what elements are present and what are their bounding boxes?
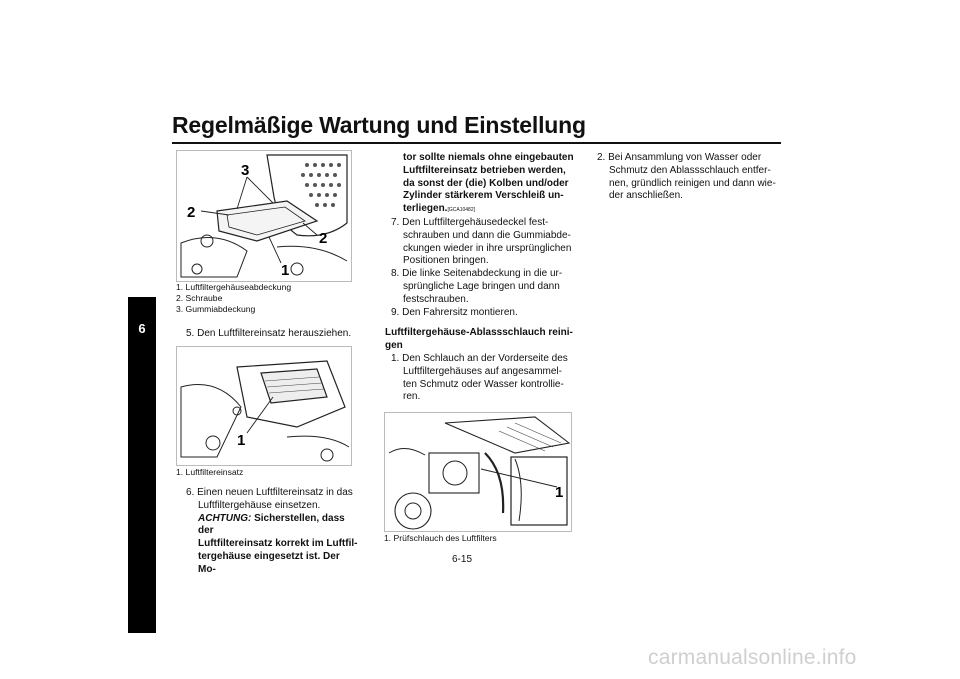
step-6-line: 6. Einen neuen Luftfiltereinsatz in das xyxy=(186,487,353,498)
caption-item: 3. Gummiabdeckung xyxy=(176,304,256,314)
step-5: 5. Den Luftfiltereinsatz herausziehen. xyxy=(186,328,352,339)
caution-text: Luftfiltereinsatz betrieben werden, xyxy=(403,164,566,176)
air-filter-cover-illustration xyxy=(177,151,351,281)
figure3-captions xyxy=(384,533,497,544)
step-6-caution xyxy=(186,513,358,539)
caution-text: tor sollte niemals ohne eingebauten xyxy=(403,152,574,163)
caption-item: 1. Prüfschlauch des Luftfilters xyxy=(384,533,497,543)
step-6-line: Luftfiltergehäuse einsetzen. xyxy=(198,499,321,511)
step-7-line: 7. Den Luftfiltergehäusedeckel fest- xyxy=(391,216,549,228)
step-7-line: ckungen wieder in ihre ursprünglichen xyxy=(403,242,572,254)
step-2-line: nen, gründlich reinigen und dann wie- xyxy=(609,177,776,189)
caution-text: Zylinder stärkerem Verschleiß un- xyxy=(403,190,564,202)
callout-1: 1 xyxy=(555,484,564,501)
callout-1: 1 xyxy=(281,262,290,279)
page-number: 6-15 xyxy=(452,554,473,565)
step-7-line: schrauben und dann die Gummiabde- xyxy=(403,229,571,241)
step-7-line: Positionen bringen. xyxy=(403,255,489,267)
figure-air-filter-cover xyxy=(176,150,352,282)
caution-text: Sicherstellen, dass der xyxy=(198,512,345,537)
caution-text: terliegen. xyxy=(403,203,448,215)
chapter-tab xyxy=(128,297,156,633)
header-rule xyxy=(172,142,781,144)
column-3 xyxy=(597,152,797,203)
step-2-line: Schmutz den Ablassschlauch entfer- xyxy=(609,164,771,176)
figure-drain-hose xyxy=(384,412,572,532)
step-1-line: Luftfiltergehäuses auf angesammel- xyxy=(403,365,562,377)
step-2-line: der anschließen. xyxy=(609,190,683,202)
caution-text: tergehäuse eingesetzt ist. Der Mo- xyxy=(198,550,340,575)
callout-1: 1 xyxy=(237,432,246,449)
step-9: 9. Den Fahrersitz montieren. xyxy=(391,306,518,318)
caption-item: 2. Schraube xyxy=(176,293,223,303)
step-8-line: festschrauben. xyxy=(403,293,469,305)
footer-watermark[interactable]: carmanualsonline.info xyxy=(648,646,857,669)
figure-air-filter-element xyxy=(176,346,352,466)
step-1-line: 1. Den Schlauch an der Vorderseite des xyxy=(391,352,568,364)
step-8-line: sprüngliche Lage bringen und dann xyxy=(403,280,560,292)
step-1 xyxy=(385,353,585,404)
figure2-captions xyxy=(176,467,243,478)
step-1-line: ren. xyxy=(403,391,421,403)
callout-3: 3 xyxy=(241,162,250,179)
reference-code: [GCA10482] xyxy=(447,207,475,214)
figure1-captions xyxy=(176,282,291,315)
page-title: Regelmäßige Wartung und Einstellung xyxy=(172,112,586,138)
caution-end xyxy=(385,203,585,217)
column-2 xyxy=(385,152,585,404)
callout-2b: 2 xyxy=(319,230,328,247)
caution-label: ACHTUNG: xyxy=(198,512,252,524)
caution-text: da sonst der (die) Kolben und/oder xyxy=(403,177,569,189)
section-heading: gen xyxy=(385,340,403,352)
chapter-number: 6 xyxy=(138,321,146,336)
caution-text: Luftfiltereinsatz korrekt im Luftfil- xyxy=(198,538,358,550)
caption-item: 1. Luftfiltergehäuseabdeckung xyxy=(176,282,292,292)
step-1-line: ten Schmutz oder Wasser kontrollie- xyxy=(403,378,564,390)
section-heading: Luftfiltergehäuse-Ablassschlauch reini- xyxy=(385,327,573,339)
step-2-line: 2. Bei Ansammlung von Wasser oder xyxy=(597,152,762,163)
drain-hose-illustration xyxy=(385,413,571,531)
step-6 xyxy=(186,487,358,577)
air-filter-element-illustration xyxy=(177,347,351,465)
step-7 xyxy=(385,217,585,268)
caption-item: 1. Luftfiltereinsatz xyxy=(176,467,244,477)
callout-2a: 2 xyxy=(187,204,196,221)
step-8-line: 8. Die linke Seitenabdeckung in die ur- xyxy=(391,268,563,280)
step-8 xyxy=(385,268,585,306)
